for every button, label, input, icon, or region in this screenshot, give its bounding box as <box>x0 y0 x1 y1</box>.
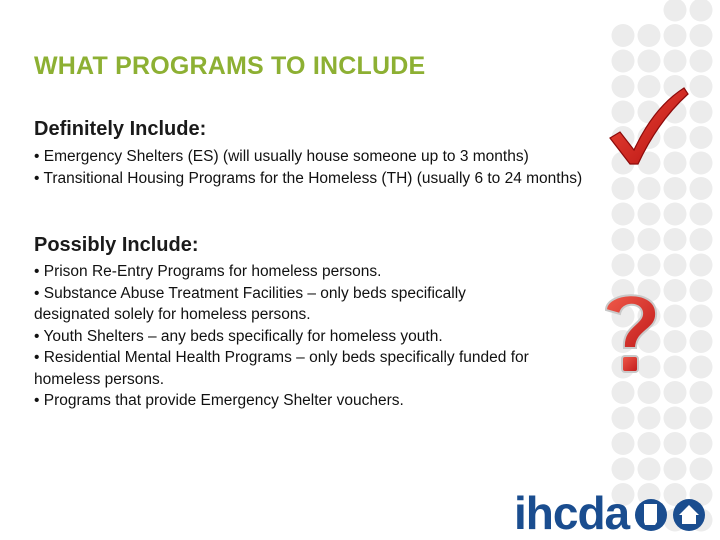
decorative-dot <box>690 356 713 379</box>
decorative-dot <box>664 254 687 277</box>
decorative-dot <box>690 458 713 481</box>
decorative-dot <box>690 228 713 251</box>
home-icon <box>671 493 707 533</box>
decorative-dot <box>690 254 713 277</box>
list-item: homeless persons. <box>34 370 165 388</box>
list-item: • Programs that provide Emergency Shelter vouchers. <box>34 392 404 409</box>
decorative-dot <box>690 330 713 353</box>
decorative-dot <box>664 458 687 481</box>
decorative-dot <box>664 407 687 430</box>
decorative-dot <box>690 407 713 430</box>
list-item: designated solely for homeless persons. <box>34 306 311 323</box>
decorative-dot <box>638 24 661 47</box>
decorative-dot <box>638 381 661 404</box>
decorative-dot <box>690 432 713 455</box>
decorative-dot <box>664 203 687 226</box>
decorative-dot <box>664 356 687 379</box>
decorative-dot <box>690 177 713 200</box>
decorative-dot <box>690 50 713 73</box>
list-item: • Residential Mental Health Programs – only beds specifically funded for <box>34 349 529 366</box>
list-item: • Substance Abuse Treatment Facilities – only beds specifically <box>34 284 466 302</box>
decorative-dot <box>690 152 713 175</box>
decorative-dot <box>690 305 713 328</box>
decorative-dot <box>690 0 713 22</box>
question-mark-icon <box>596 286 666 382</box>
decorative-dot <box>690 381 713 404</box>
list-item: • Youth Shelters – any beds specifically for homeless youth. <box>34 327 443 345</box>
decorative-dot <box>638 458 661 481</box>
ihcda-logo <box>514 488 707 538</box>
decorative-dot <box>690 279 713 302</box>
decorative-dot <box>638 407 661 430</box>
decorative-dot <box>612 24 635 47</box>
list-item: • Prison Re-Entry Programs for homeless persons. <box>34 263 382 280</box>
definitely-include-heading: Definitely Include: <box>34 118 207 140</box>
decorative-dot <box>612 228 635 251</box>
decorative-dot <box>612 381 635 404</box>
list-item: • Transitional Housing Programs for the Homeless (TH) (usually 6 to 24 months) <box>34 169 583 187</box>
decorative-dot <box>638 254 661 277</box>
decorative-dot <box>612 50 635 73</box>
decorative-dot <box>664 24 687 47</box>
decorative-dot <box>690 101 713 124</box>
decorative-dot <box>664 381 687 404</box>
decorative-dot <box>638 177 661 200</box>
decorative-dot <box>612 254 635 277</box>
decorative-dot <box>664 305 687 328</box>
list-item: • Emergency Shelters (ES) (will usually house someone up to 3 months) <box>34 148 529 165</box>
decorative-dot <box>612 407 635 430</box>
decorative-dot <box>638 50 661 73</box>
decorative-dot <box>638 228 661 251</box>
decorative-dot <box>612 458 635 481</box>
checkmark-icon <box>606 86 690 168</box>
decorative-dot <box>690 203 713 226</box>
decorative-dot <box>664 228 687 251</box>
logo-text: ihcda <box>514 487 630 539</box>
decorative-dot <box>638 432 661 455</box>
possibly-include-list <box>34 261 529 412</box>
decorative-dot <box>612 203 635 226</box>
decorative-dot <box>690 75 713 98</box>
decorative-dot <box>612 432 635 455</box>
indiana-state-icon <box>633 493 669 533</box>
decorative-dot <box>690 126 713 149</box>
decorative-dot <box>664 432 687 455</box>
decorative-dot <box>664 330 687 353</box>
decorative-dot <box>690 24 713 47</box>
decorative-dot <box>664 279 687 302</box>
decorative-dot <box>612 177 635 200</box>
decorative-dot <box>664 0 687 22</box>
definitely-include-list <box>34 146 582 189</box>
possibly-include-heading: Possibly Include: <box>34 234 199 256</box>
decorative-dot <box>638 203 661 226</box>
slide-title: WHAT PROGRAMS TO INCLUDE <box>34 52 426 80</box>
decorative-dot <box>664 177 687 200</box>
decorative-dot <box>664 50 687 73</box>
